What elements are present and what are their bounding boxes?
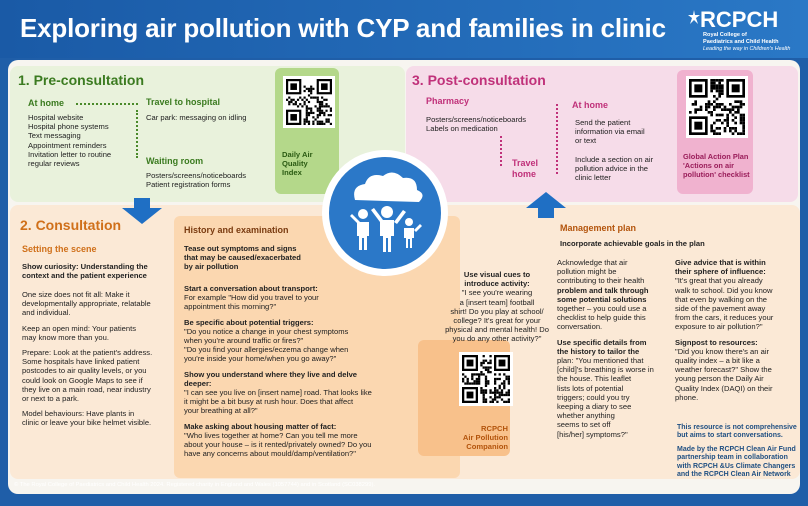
text-line: may know more than you. — [22, 332, 109, 342]
connector-line — [500, 136, 502, 166]
companion-qr-label — [420, 424, 508, 452]
management-subtitle: Incorporate achievable goals in the plan — [560, 239, 705, 248]
history-block — [184, 318, 414, 364]
text-line: This resource is not comprehensive — [677, 424, 797, 431]
pharmacy-text — [426, 115, 526, 133]
connector-line — [76, 103, 138, 105]
qr-label-line: RCPCH — [480, 424, 508, 433]
scene-blocks — [22, 290, 172, 428]
text-line: their sphere of influence: — [675, 267, 766, 277]
text-line: One size does not fit all: Make it — [22, 290, 130, 299]
text-line: quality index – a bit like a — [675, 356, 760, 366]
daqi-qr-label — [282, 150, 313, 178]
daqi-qr-code[interactable] — [283, 76, 335, 128]
text-line: triggers; could you try — [557, 392, 630, 402]
text-line: Include a section on air — [575, 155, 654, 164]
block-title: Start a conversation about transport: — [184, 284, 318, 293]
text-line: that even by walking on the — [675, 294, 768, 304]
text-line: appointment this morning?" — [184, 302, 277, 312]
text-line: Keep an open mind: Your patients — [22, 323, 136, 333]
text-line: some potential solutions — [557, 294, 647, 304]
text-line: "I see you're wearing — [461, 288, 533, 298]
qr-label-line: Quality — [282, 159, 308, 169]
text-line: contributing to their health — [557, 276, 645, 286]
text-line: weather forecast?" Show the — [675, 365, 772, 375]
text-line: you're inside your home/when you go away?" — [184, 354, 337, 364]
text-line: by air pollution — [184, 262, 239, 272]
waiting-line: Patient registration forms — [146, 180, 231, 190]
block-title: deeper: — [184, 378, 212, 388]
text-line: context and the patient experience — [22, 271, 147, 281]
text-line: pollution might be — [557, 267, 617, 277]
text-line: a [insert team] football — [459, 297, 535, 307]
text-line: or text — [575, 136, 597, 146]
text-line: [his/her] symptoms?" — [557, 429, 628, 439]
block-title: Make asking about housing matter of fact: — [184, 421, 337, 431]
disclaimer-note — [677, 424, 797, 441]
text-line: the house. This leaflet — [557, 374, 632, 384]
text-line: shirt! Do you play at school/ — [450, 306, 544, 316]
history-blocks — [184, 284, 414, 458]
waiting-title: Waiting room — [146, 156, 204, 166]
text-line: Some hospitals have linked patient — [22, 357, 140, 367]
text-line: Show curiosity: Understanding the — [22, 262, 148, 271]
history-title: History and examination — [184, 225, 289, 235]
text-line: [child]'s breathing is worse in — [557, 365, 654, 375]
text-line: whether anything — [557, 411, 615, 421]
pharmacy-line: Posters/screens/noticeboards — [426, 115, 527, 124]
text-line: "Do you notice a change in your chest symptoms — [184, 326, 349, 336]
text-line: you do any other activity?" — [452, 334, 542, 344]
gap-qr-code[interactable] — [686, 76, 748, 138]
text-line: developmentally appropriate, relatable — [22, 299, 151, 309]
text-line: Tease out symptoms and signs — [184, 244, 297, 253]
text-line: checklist to help guide this — [557, 313, 646, 323]
mgmt-block — [675, 338, 797, 402]
travel-home-line: Travel — [512, 158, 539, 168]
history-block — [184, 284, 414, 312]
text-line: with RCPCH &Us Climate Changers — [677, 462, 796, 470]
scene-title: Setting the scene — [22, 244, 97, 254]
list-item: Hospital phone systems — [28, 122, 109, 132]
text-line: young person the Daily Air — [675, 374, 764, 384]
text-line: about your house – is it rented/privately owned? Do you — [184, 440, 372, 450]
history-subtitle — [184, 244, 301, 272]
management-col1 — [557, 258, 669, 439]
mgmt-block — [557, 258, 669, 332]
text-line: seems to set off — [557, 420, 611, 430]
text-line: college? It's great for your — [453, 316, 541, 326]
block-title: Show you understand where they live and delve — [184, 369, 358, 379]
text-line: conversation. — [557, 322, 603, 332]
qr-label-line: Companion — [466, 442, 508, 452]
text-line: information via email — [575, 127, 645, 137]
list-item: Text messaging — [28, 131, 81, 141]
travel-title: Travel to hospital — [146, 97, 221, 107]
text-line: Signpost to resources: — [675, 337, 758, 347]
text-line: problem and talk through — [557, 285, 649, 295]
text-line: your breathing at all?" — [184, 406, 258, 416]
text-line: clinic or leave your bike helmet visible. — [22, 418, 152, 428]
waiting-line: Posters/screens/noticeboards — [146, 171, 247, 180]
text-line: "Who lives together at home? Can you tell me more — [184, 430, 358, 440]
text-line: they live on a main road, near industry — [22, 384, 151, 394]
text-line: and individual. — [22, 308, 71, 318]
text-line: phone. — [675, 392, 699, 402]
text-line: keeping a diary to see — [557, 402, 632, 412]
text-line: the history to tailor the — [557, 346, 640, 356]
text-line: but aims to start conversations. — [677, 432, 783, 440]
rcpch-logo — [688, 10, 698, 24]
text-line: could look on Google Maps to see if — [22, 375, 143, 385]
scene-block — [22, 290, 172, 318]
text-line: Prepare: Look at the patient's address. — [22, 348, 153, 358]
family-cloud-icon — [333, 160, 437, 269]
text-line: Send the patient — [575, 118, 631, 127]
history-block — [184, 370, 414, 416]
text-line: postcodes to air quality levels, or you — [22, 366, 147, 376]
text-line: "It's great that you already — [675, 276, 763, 286]
qr-label-line: 'Actions on air — [683, 161, 735, 171]
gap-qr-label — [683, 152, 750, 180]
management-col2 — [675, 258, 797, 402]
mgmt-block — [557, 338, 669, 439]
waiting-text — [146, 171, 246, 189]
pre-at-home-list — [28, 113, 111, 168]
text-line: Quality Index (DAQI) on their — [675, 383, 773, 393]
text-line: clinic letter — [575, 173, 611, 183]
text-line: partnership team in collaboration — [677, 454, 788, 462]
scene-subtitle — [22, 262, 148, 280]
text-line: from the cars, it reduces your — [675, 313, 774, 323]
text-line: have any concerns about mould/damp/ventilation?" — [184, 449, 356, 459]
list-item: Invitation letter to routine — [28, 149, 112, 159]
arrow-down-icon — [122, 198, 162, 229]
travel-home-line: home — [512, 169, 537, 179]
text-line: when you're around traffic or fires?" — [184, 336, 304, 346]
post-at-home-text2 — [575, 155, 653, 183]
text-line: Model behaviours: Have plants in — [22, 409, 135, 419]
page-title: Exploring air pollution with CYP and families in clinic — [20, 13, 666, 43]
management-title: Management plan — [560, 223, 637, 233]
qr-label-line: pollution' checklist — [683, 170, 750, 180]
scene-block — [22, 348, 172, 403]
text-line: walk to school. Did you know — [675, 285, 773, 295]
list-item: Appointment reminders — [28, 140, 107, 150]
text-line: Use specific details from — [557, 337, 647, 347]
qr-label-line: Index — [282, 168, 302, 178]
block-title: Be specific about potential triggers: — [184, 317, 314, 327]
consultation-heading: 2. Consultation — [20, 217, 122, 233]
visual-cues-block — [436, 270, 558, 344]
credit-note — [677, 446, 796, 480]
text-line: "Did you know there's an air — [675, 346, 770, 356]
block-title: Use visual cues to — [463, 270, 531, 279]
history-block — [184, 422, 414, 459]
star-icon — [688, 10, 700, 24]
post-heading: 3. Post-consultation — [412, 72, 546, 88]
footer-copyright: © The Royal College of Paediatrics and Child Health 2024. Registered charity in England and Wales (1057744) and in Scotland (SC038299). — [14, 482, 375, 488]
post-at-home-text1 — [575, 118, 645, 146]
pharmacy-title: Pharmacy — [426, 96, 470, 106]
text-line: exposure to air pollution?" — [675, 322, 763, 332]
qr-label-line: Daily Air — [282, 150, 313, 159]
pre-heading: 1. Pre-consultation — [18, 72, 145, 88]
text-line: that may be caused/exacerbated — [184, 253, 301, 263]
text-line: plan: "You mentioned that — [557, 356, 644, 366]
block-title: introduce activity: — [464, 279, 530, 289]
mgmt-block — [675, 258, 797, 332]
text-line: side of the pavement away — [675, 304, 766, 314]
logo-sub-line2: Paediatrics and Child Health — [703, 38, 779, 45]
text-line: it might be a bit busy at rush hour. Does that affect — [184, 397, 354, 407]
travel-text: Car park: messaging on idling — [146, 113, 247, 122]
text-line: Give advice that is within — [675, 258, 766, 267]
text-line: pollution advice in the — [575, 164, 649, 174]
qr-label-line: Air Pollution — [462, 433, 508, 443]
text-line: Made by the RCPCH Clean Air Fund — [677, 446, 796, 453]
text-line: physical and mental health! Do — [445, 325, 549, 335]
pre-at-home-title: At home — [28, 98, 64, 108]
list-item: Hospital website — [28, 113, 84, 122]
connector-line-vertical — [136, 110, 138, 158]
pharmacy-line: Labels on medication — [426, 124, 498, 134]
text-line: lists lots of potential — [557, 383, 624, 393]
text-line: For example "How did you travel to your — [184, 293, 319, 303]
text-line: "Do you find your allergies/eczema change when — [184, 345, 349, 355]
scene-block — [22, 324, 172, 342]
text-line: "I can see you live on [insert name] road. That looks like — [184, 388, 372, 398]
logo-subtitle — [703, 32, 779, 45]
list-item: regular reviews — [28, 159, 80, 169]
text-line: Acknowledge that air — [557, 258, 628, 267]
travel-home-title — [512, 158, 538, 180]
companion-qr-code[interactable] — [459, 352, 513, 406]
text-line: and the RCPCH Clean Air Network — [677, 471, 791, 479]
logo-sub-line1: Royal College of — [703, 32, 747, 38]
logo-tagline: Leading the way in Children's Health — [703, 46, 791, 52]
arrow-up-icon — [526, 192, 566, 223]
text-line: together – you could use a — [557, 304, 647, 314]
post-at-home-title: At home — [572, 100, 608, 110]
logo-text: RCPCH — [700, 7, 779, 32]
qr-label-line: Global Action Plan — [683, 152, 749, 161]
connector-line — [556, 104, 558, 174]
text-line: or next to a park. — [22, 394, 79, 404]
scene-block — [22, 409, 172, 427]
